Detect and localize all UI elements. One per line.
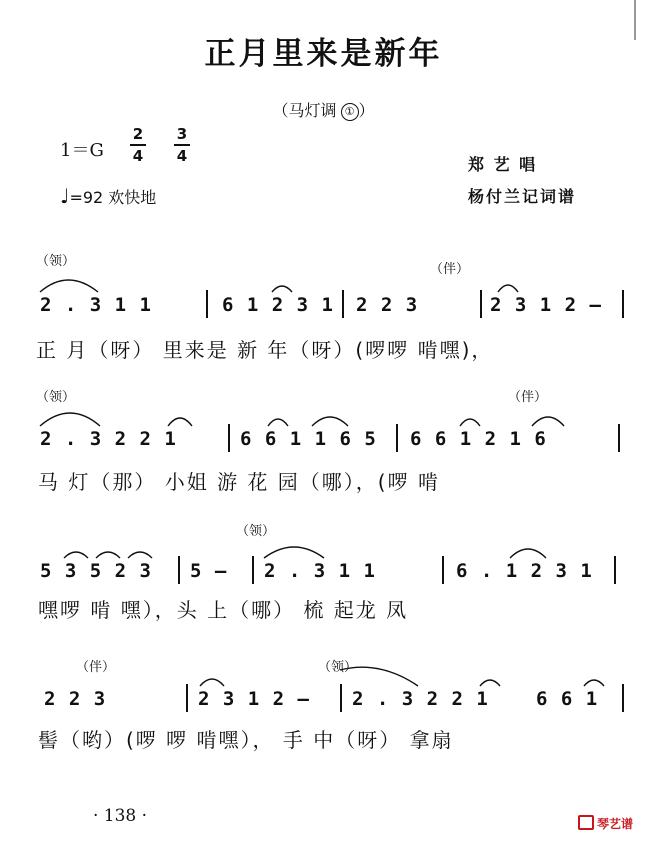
bar-line (396, 424, 398, 452)
key-signature: 1＝G (60, 140, 104, 161)
measure: 6 . 1 2 3 1 (456, 560, 593, 582)
measure: 5 – (190, 560, 228, 582)
measure: 2 2 3 (44, 688, 107, 710)
measure: 6 1 2 3 1 (222, 294, 334, 316)
subtitle-open: （马灯调 (272, 101, 337, 120)
measure: 6 6 1 (536, 688, 599, 710)
tempo-text: =92 欢快地 (69, 188, 157, 207)
role-lead: （领） (36, 390, 76, 405)
time-signature-3-4: 3 4 (174, 124, 190, 166)
bar-line (622, 290, 624, 318)
bar-line (614, 556, 616, 584)
song-title: 正月里来是新年 (204, 36, 443, 72)
measure: 6 6 1 1 6 5 (240, 428, 377, 450)
measure: 2 2 3 (356, 294, 419, 316)
lyric-line: 正 月（呀） 里来是 新 年（呀）(啰啰 啃嘿)， (36, 338, 494, 362)
bar-line (480, 290, 482, 318)
role-accompany: （伴） (508, 390, 548, 405)
role-lead: （领） (236, 524, 276, 539)
page-number: · 138 · (92, 806, 148, 826)
measure: 2 3 1 2 – (490, 294, 602, 316)
lyric-line: 马 灯（那） 小姐 游 花 园（哪），(啰 啃 (38, 470, 440, 494)
watermark-logo: 琴艺谱 (578, 815, 633, 832)
lyric-line: 髻（哟）(啰 啰 啃嘿）， 手 中（呀） 拿扇 (38, 728, 454, 752)
measure: 2 . 3 1 1 (264, 560, 376, 582)
bar-line (206, 290, 208, 318)
tune-subtitle (0, 98, 647, 121)
role-accompany: （伴） (76, 660, 116, 675)
lyric-line: 嘿啰 啃 嘿），头 上（哪） 梳 起龙 凤 (38, 598, 409, 622)
bar-line (178, 556, 180, 584)
bar-line (618, 424, 620, 452)
logo-icon (578, 815, 594, 830)
subtitle-close: ） (358, 101, 375, 120)
measure: 2 . 3 2 2 1 (352, 688, 489, 710)
transcriber-credit: 杨付兰记词谱 (468, 187, 577, 206)
bar-line (252, 556, 254, 584)
measure: 5 3 5 2 3 (40, 560, 152, 582)
bar-line (622, 684, 624, 712)
bar-line (228, 424, 230, 452)
measure: 6 6 1 2 1 6 (410, 428, 547, 450)
singer-credit: 郑 艺 唱 (468, 155, 538, 174)
quarter-note-icon: ♩ (60, 184, 70, 208)
time-signature-2-4: 2 4 (130, 124, 146, 166)
role-lead: （领） (318, 660, 358, 675)
tempo-marking (60, 184, 156, 208)
measure: 2 . 3 1 1 (40, 294, 152, 316)
role-lead: （领） (36, 254, 76, 269)
footnote-marker: ① (341, 103, 359, 121)
measure: 2 . 3 2 2 1 (40, 428, 177, 450)
role-accompany: （伴） (430, 262, 470, 277)
bar-line (340, 684, 342, 712)
bar-line (186, 684, 188, 712)
bar-line (342, 290, 344, 318)
scan-edge-mark (634, 0, 636, 40)
bar-line (442, 556, 444, 584)
measure: 2 3 1 2 – (198, 688, 310, 710)
